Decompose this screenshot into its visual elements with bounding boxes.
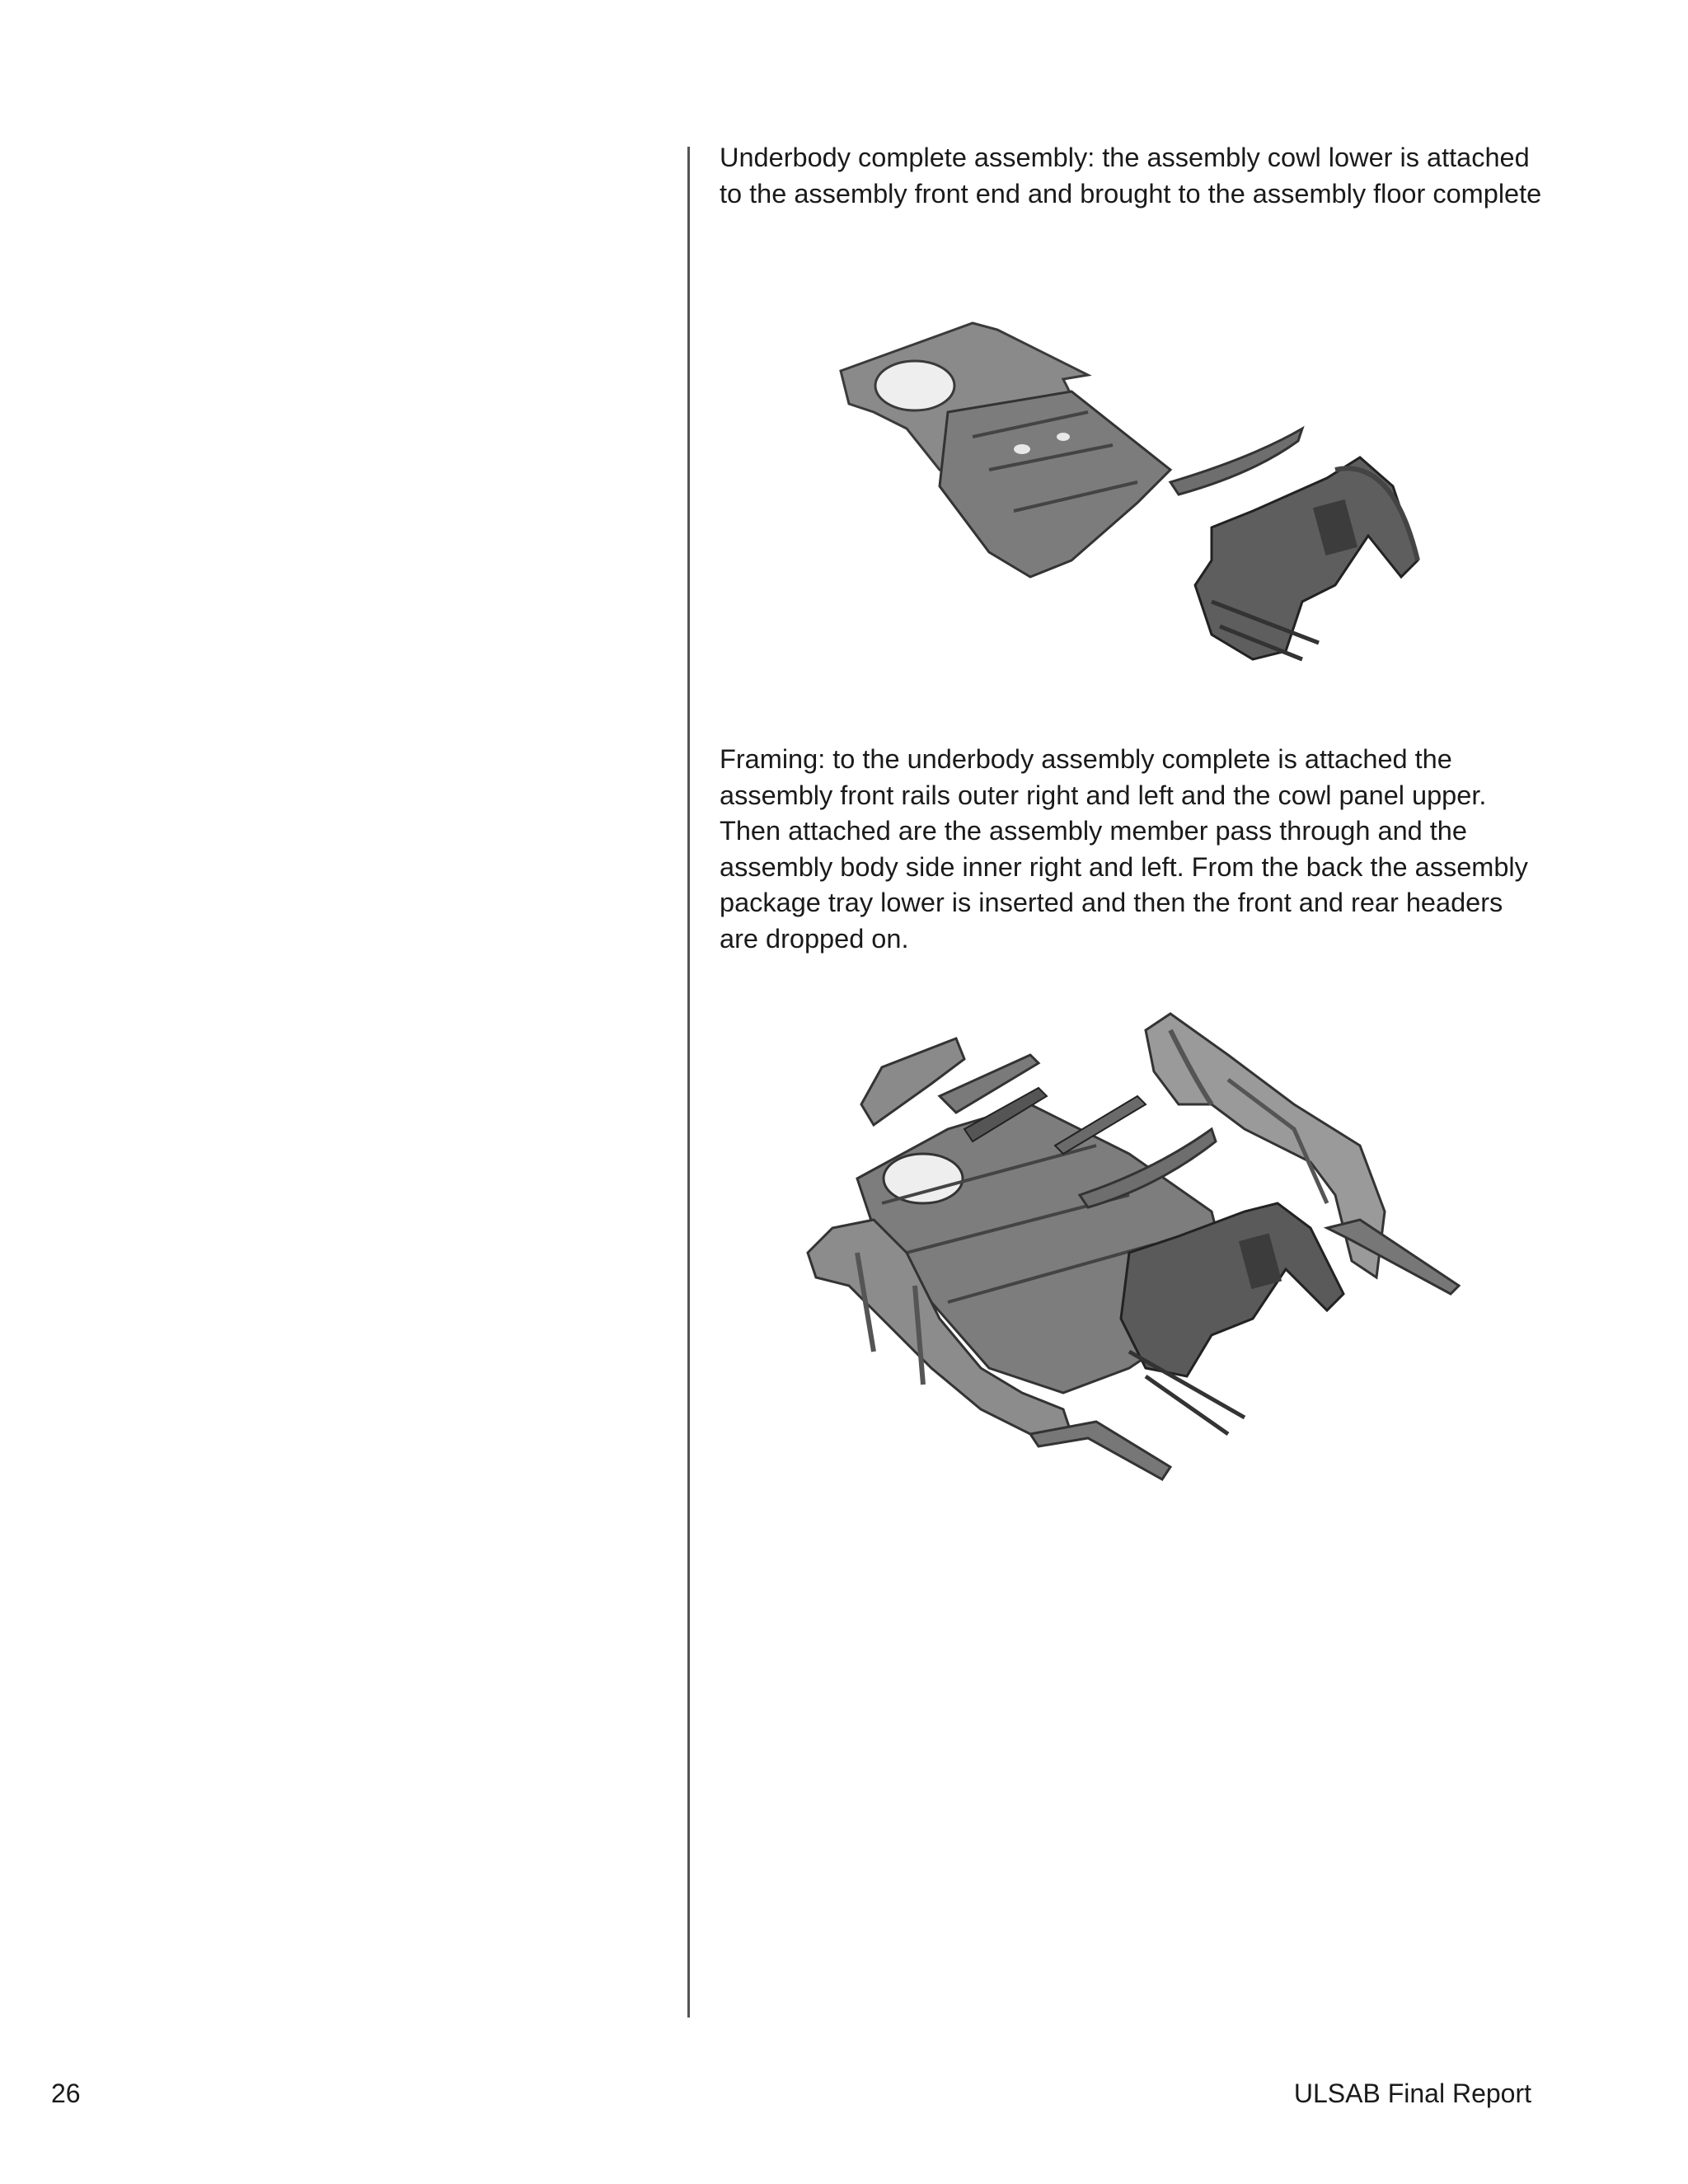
report-title: ULSAB Final Report [1293, 2079, 1531, 2108]
underbody-assembly-illustration [824, 313, 1451, 676]
page-number: 26 [51, 2079, 81, 2108]
column-divider [687, 147, 690, 2018]
framing-assembly-illustration [783, 1005, 1508, 1508]
paragraph-underbody: Underbody complete assembly: the assembly cowl lower is attached to the assembly front end and brought to the assembly floor complete [720, 143, 1542, 209]
paragraph-framing: Framing: to the underbody assembly complete is attached the assembly front rails outer right and left and the cowl panel upper. Then attached are the assembly member pass through and the assembly body side inner right and left. From the back the assembly package tray lower is inserted and then the front and rear headers are dropped on. [720, 744, 1528, 954]
